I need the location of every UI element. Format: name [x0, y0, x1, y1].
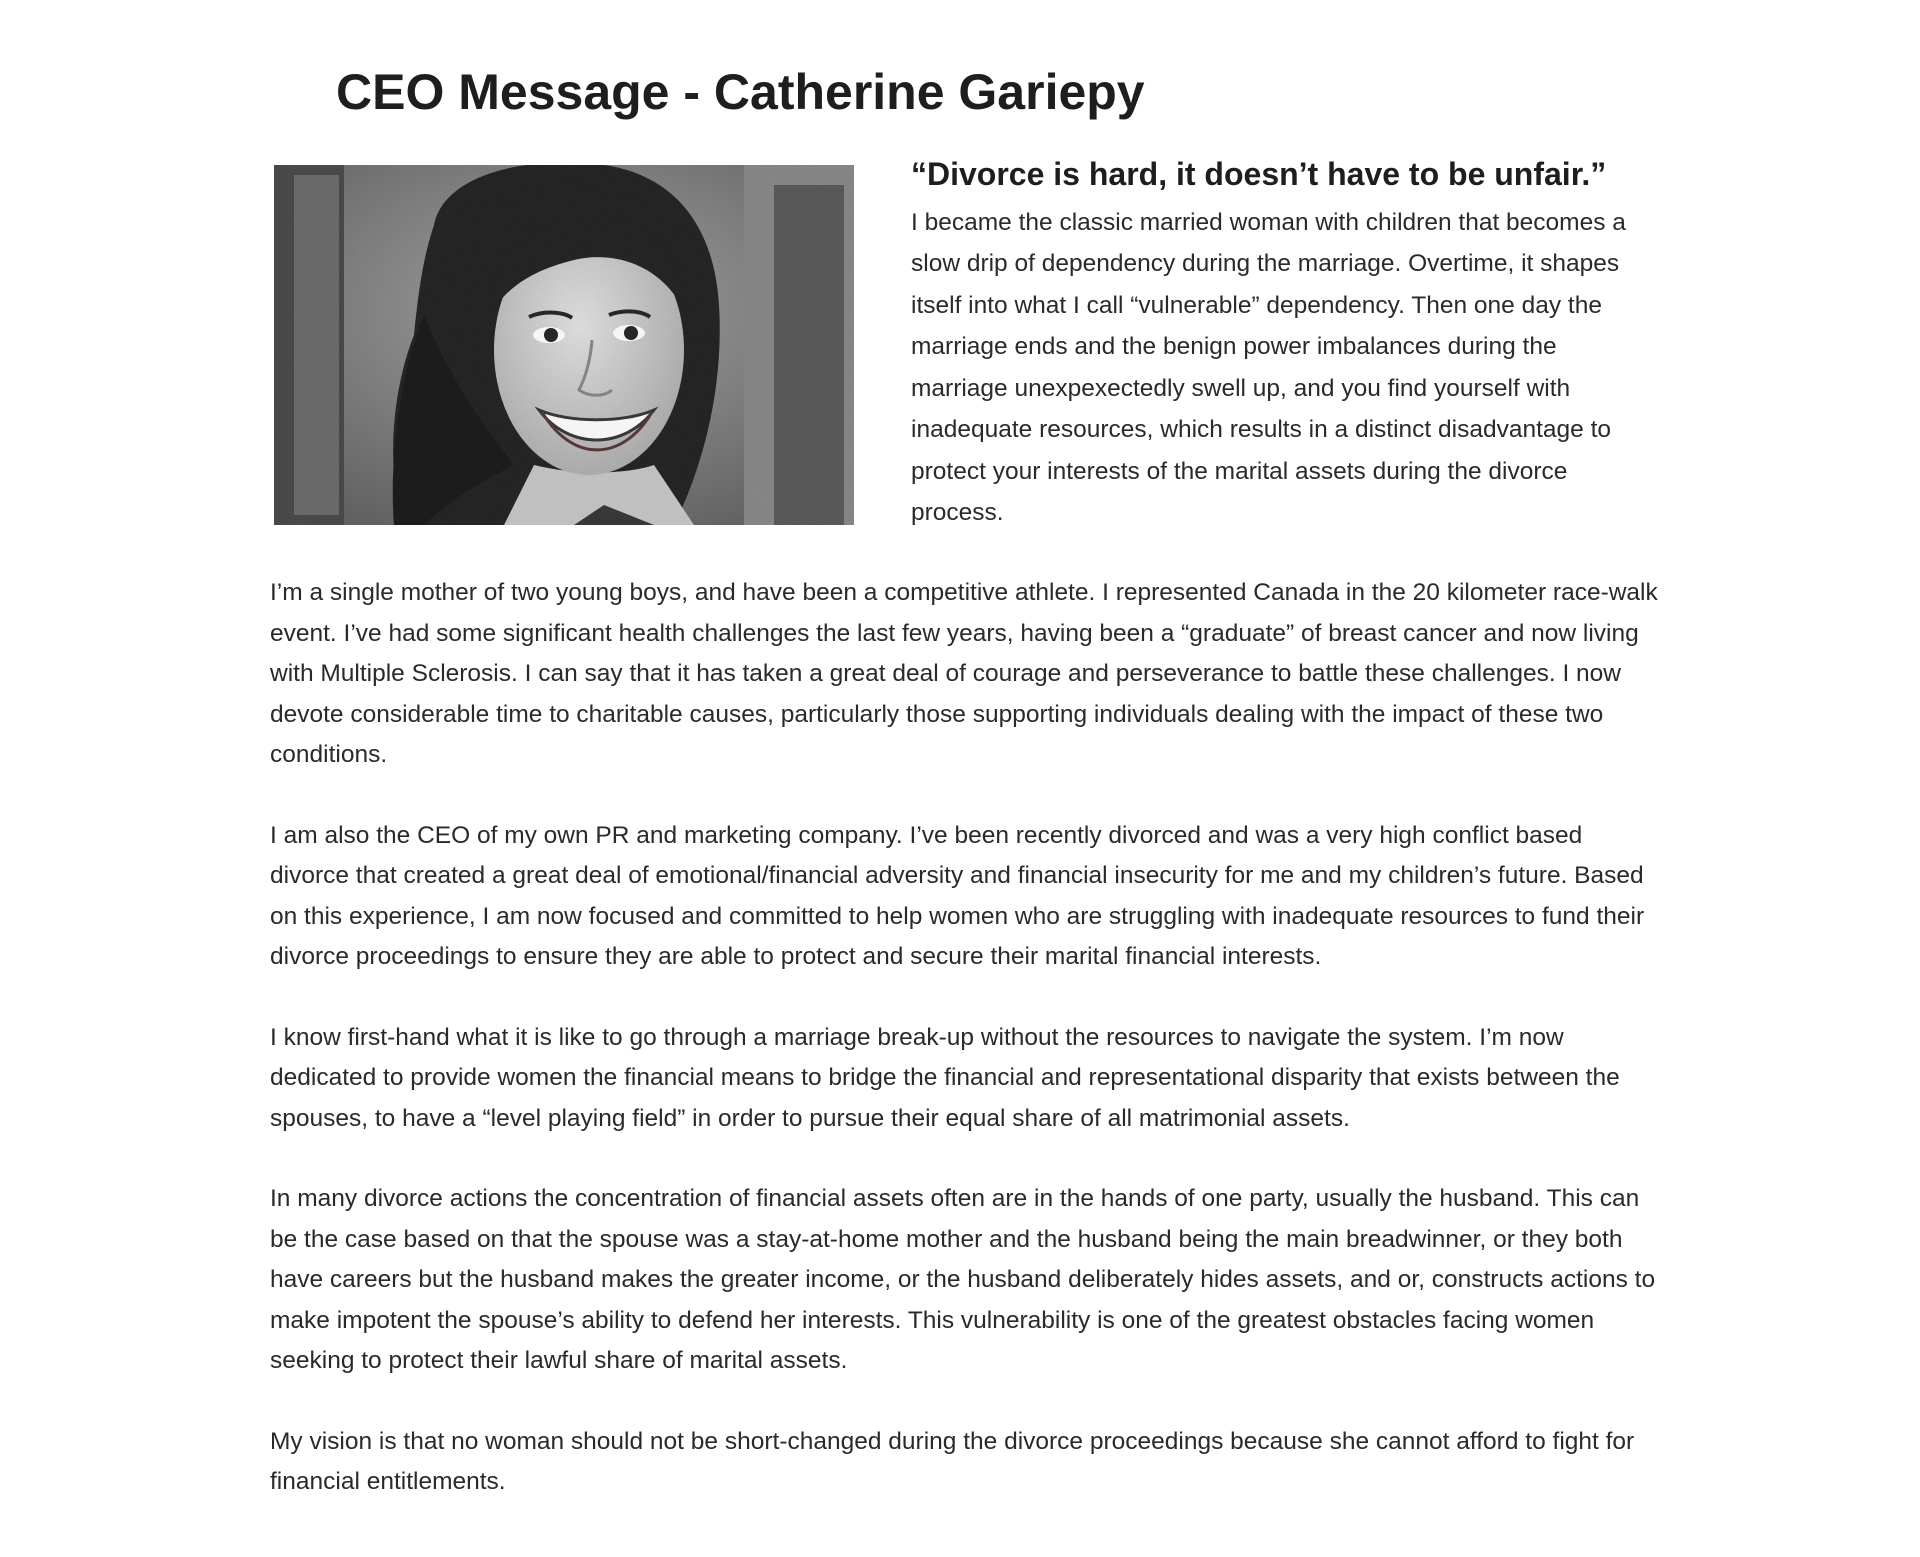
- portrait-photo: [274, 165, 854, 525]
- paragraph: I know first-hand what it is like to go through a marriage break-up without the resources to navigate the system. I’m now dedicated to provide women the financial means to bridge the financial and representational disparity that exists between the spouses, to have a “level playing field” in order to pursue their equal share of all matrimonial assets.: [270, 1023, 1620, 1132]
- paragraph: I’m a single mother of two young boys, and have been a competitive athlete. I represented Canada in the 20 kilometer race-walk event. I’ve had some significant health challenges the last few years, having been a “graduate” of breast cancer and now living with Multiple Sclerosis. I can say that it has taken a great deal of courage and perseverance to battle these challenges. I now devote considerable time to charitable causes, particularly those supporting individuals dealing with the impact of these two conditions.: [270, 579, 1658, 768]
- page-title: CEO Message - Catherine Gariepy: [336, 64, 1145, 120]
- intro-section: [911, 154, 1651, 534]
- paragraph: My vision is that no woman should not be short-changed during the divorce proceedings because she cannot afford to fight for financial entitlements.: [270, 1427, 1635, 1495]
- paragraph: In many divorce actions the concentration of financial assets often are in the hands of one party, usually the husband. This can be the case based on that the spouse was a stay-at-home mother and the husband being the main breadwinner, or they both have careers but the husband makes the greater income, or the husband deliberately hides assets, and or, constructs actions to make impotent the spouse’s ability to defend her interests. This vulnerability is one of the greatest obstacles facing women seeking to protect their lawful share of marital assets.: [270, 1185, 1656, 1374]
- message-body: [270, 573, 1665, 1543]
- intro-paragraph: I became the classic married woman with children that becomes a slow drip of dependency during the marriage. Overtime, it shapes itself into what I call “vulnerable” dependency. Then one day the marriage ends and the benign power imbalances during the marriage unexpexectedly swell up, and you find yourself with inadequate resources, which results in a distinct disadvantage to protect your interests of the marital assets during the divorce process.: [911, 208, 1626, 527]
- portrait-image: [274, 165, 854, 525]
- paragraph: I am also the CEO of my own PR and marketing company. I’ve been recently divorced and was a very high conflict based divorce that created a great deal of emotional/financial adversity and financial insecurity for me and my children’s future. Based on this experience, I am now focused and committed to help women who are struggling with inadequate resources to fund their divorce proceedings to ensure they are able to protect and secure their marital financial interests.: [270, 821, 1645, 970]
- pull-quote: “Divorce is hard, it doesn’t have to be unfair.”: [911, 156, 1607, 192]
